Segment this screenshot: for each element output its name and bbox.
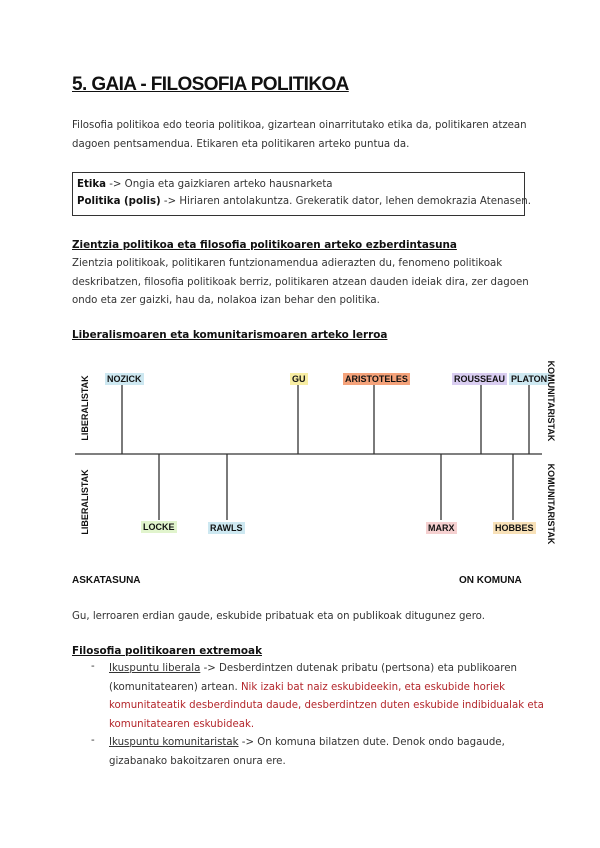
bullet-term: Ikuspuntu liberala (109, 663, 201, 674)
intro-line: dagoen pentsamendua. Etikaren eta politikaren arteko puntua da. (72, 138, 410, 150)
bullet-line (109, 660, 544, 679)
paragraph-line: ondo eta zer gaizki, hau da, nolakoa izan behar den politika. (72, 295, 380, 306)
page-title: 5. GAIA - FILOSOFIA POLITIKOA (72, 74, 349, 95)
definition-term: Politika (polis) (77, 196, 161, 207)
bullet-dash: - (91, 735, 95, 746)
bullet-highlight: Nik izaki bat naiz eskubideekin, eta eskubide horiek (240, 681, 506, 693)
definition-etika (77, 179, 333, 190)
side-label-liberalistak-bottom: LIBERALISTAK (80, 469, 90, 535)
definition-politika (77, 196, 531, 207)
definitions-box (72, 172, 531, 216)
label-marx: MARX (428, 523, 455, 533)
spectrum-note: Gu, lerroaren erdian gaude, eskubide pribatuak eta on publikoak ditugunez gero. (72, 611, 485, 622)
section1-paragraph (72, 255, 529, 311)
axis-label-on-komuna: ON KOMUNA (459, 575, 522, 586)
definition-text: -> Ongia eta gaizkiaren arteko hausnarketa (105, 179, 333, 190)
bullet-line (109, 734, 505, 753)
side-label-komunitaristak-top: KOMUNITARISTAK (546, 360, 556, 442)
intro-line: Filosofia politikoa edo teoria politikoa, gizartean oinarritutako etika da, politikaren atzean (72, 120, 527, 131)
label-platon: PLATON (511, 374, 548, 384)
bullet-highlight: komunitateatik desberdinduta daude, desberdintzen duten eskubide indibidualak eta (109, 700, 544, 711)
spectrum-diagram (72, 352, 562, 552)
paragraph-line: deskribatzen, filosofia politikoak berriz, politikaren atzean dauden ideiak dira, zer dagoen (72, 276, 529, 288)
bullet-komunitarista (109, 734, 505, 771)
bullet-text: (komunitatearen) artean. (109, 681, 241, 693)
definition-text: -> Hiriaren antolakuntza. Grekeratik dator, lehen demokrazia Atenasen. (160, 196, 531, 207)
bullet-dash: - (91, 661, 95, 672)
definition-term: Etika (77, 179, 106, 190)
label-nozick: NOZICK (107, 374, 142, 384)
bullet-term: Ikuspuntu komunitaristak (109, 737, 239, 748)
intro-paragraph (72, 117, 527, 154)
paragraph-line: Zientzia politikoak, politikaren funtzionamendua adierazten du, fenomeno politikoak (72, 258, 503, 269)
label-aristoteles: ARISTOTELES (345, 374, 408, 384)
bullet-text: -> On komuna bilatzen dute. Denok ondo bagaude, (238, 737, 505, 748)
label-hobbes: HOBBES (495, 523, 534, 533)
bullet-text: -> Desberdintzen dutenak pribatu (pertsona) eta publikoaren (200, 663, 517, 674)
section-heading-lerroa: Liberalismoaren eta komunitarismoaren arteko lerroa (72, 329, 388, 341)
bullet-highlight: komunitatearen eskubideak. (109, 718, 255, 730)
label-rawls: RAWLS (210, 523, 243, 533)
section-heading-extremoak: Filosofia politikoaren extremoak (72, 645, 262, 657)
bullet-line (109, 679, 544, 698)
side-label-liberalistak-top: LIBERALISTAK (80, 375, 90, 441)
side-label-komunitaristak-bottom: KOMUNITARISTAK (546, 463, 556, 545)
label-gu: GU (292, 374, 306, 384)
section-heading-zientzia: Zientzia politikoa eta filosofia politikoaren arteko ezberdintasuna (72, 239, 457, 251)
label-locke: LOCKE (143, 522, 175, 532)
label-rousseau: ROUSSEAU (454, 374, 506, 384)
bullet-liberala (109, 660, 544, 734)
axis-label-askatasuna: ASKATASUNA (72, 575, 141, 586)
bullet-text: gizabanako bakoitzaren onura ere. (109, 755, 286, 767)
